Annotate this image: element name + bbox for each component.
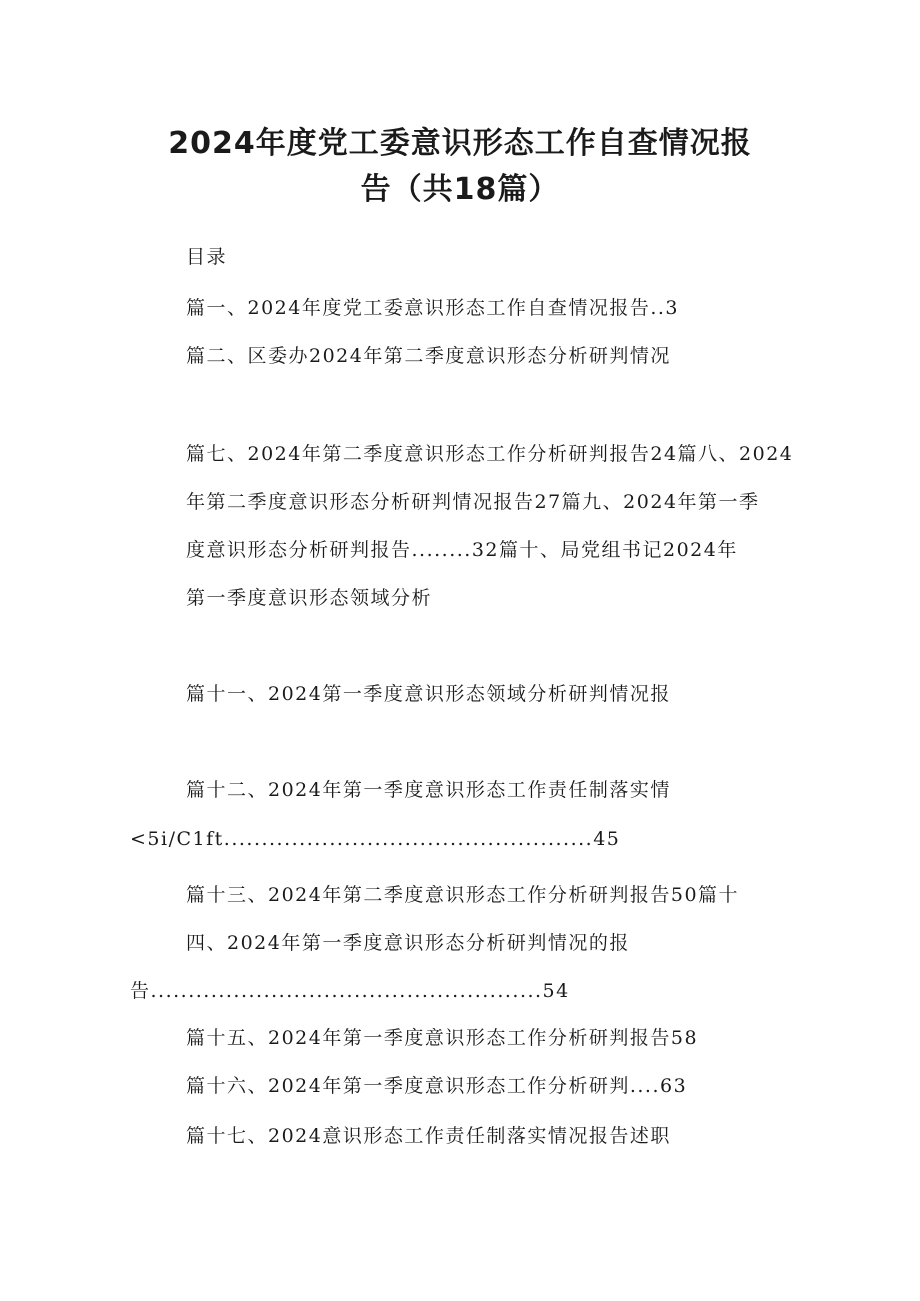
toc-entry: 第一季度意识形态领域分析 xyxy=(186,587,433,609)
toc-entry: 告....................................................54 xyxy=(130,980,570,1002)
toc-entry: 篇七、2024年第二季度意识形态工作分析研判报告24篇八、2024 xyxy=(186,443,794,465)
toc-entry: 年第二季度意识形态分析研判情况报告27篇九、2024年第一季 xyxy=(186,491,760,513)
toc-entry: 篇十三、2024年第二季度意识形态工作分析研判报告50篇十 xyxy=(186,884,740,906)
document-title-line-1: 2024年度党工委意识形态工作自查情况报 xyxy=(168,126,752,161)
toc-entry: 四、2024年第一季度意识形态分析研判情况的报 xyxy=(186,932,630,954)
toc-entry: 篇十二、2024年第一季度意识形态工作责任制落实情 xyxy=(186,779,671,801)
toc-entry: 篇十五、2024年第一季度意识形态工作分析研判报告58 xyxy=(186,1027,699,1049)
toc-entry: 篇十一、2024第一季度意识形态领域分析研判情况报 xyxy=(186,683,671,705)
toc-entry: 篇二、区委办2024年第二季度意识形态分析研判情况 xyxy=(186,345,671,367)
toc-entry: 篇一、2024年度党工委意识形态工作自查情况报告..3 xyxy=(186,297,680,319)
toc-heading: 目录 xyxy=(186,246,228,268)
toc-entry: 篇十六、2024年第一季度意识形态工作分析研判....63 xyxy=(186,1075,688,1097)
toc-entry: 度意识形态分析研判报告........32篇十、局党组书记2024年 xyxy=(186,539,738,561)
toc-entry: <5i/C1ft.................................................45 xyxy=(130,828,621,850)
document-title-line-2: 告（共18篇） xyxy=(360,172,560,207)
toc-entry: 篇十七、2024意识形态工作责任制落实情况报告述职 xyxy=(186,1125,671,1147)
